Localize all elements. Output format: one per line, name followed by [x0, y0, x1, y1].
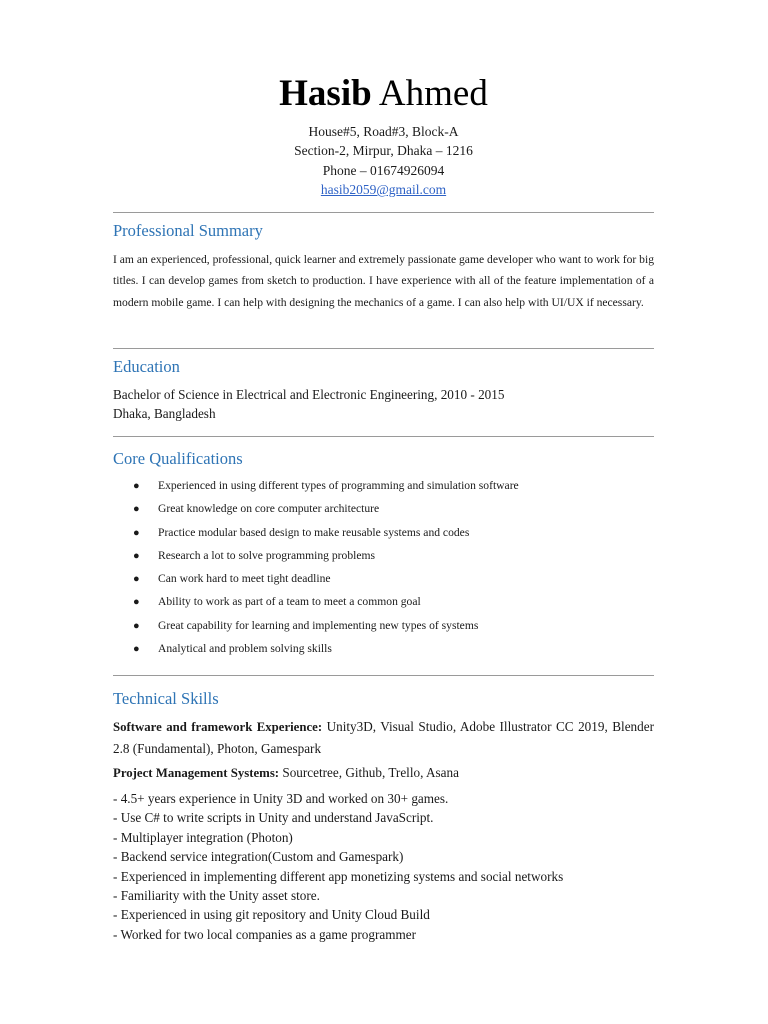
summary-text: I am an experienced, professional, quick learner and extremely passionate game developer who want to work for big titles. I can develop games from sketch to production. I have experience with all of the feature implementation of a modern mobile game. I can help with designing the mechanics of a game. I can also help with UI/UX if necessary. — [113, 253, 654, 309]
pm-value: Sourcetree, Github, Trello, Asana — [279, 765, 459, 780]
phone-number: Phone – 01674926094 — [322, 162, 445, 178]
skill-item: - 4.5+ years experience in Unity 3D and worked on 30+ games. — [113, 791, 449, 806]
candidate-name — [113, 72, 654, 116]
address-line-1: House#5, Road#3, Block-A — [308, 124, 459, 139]
bullet-icon: ● — [133, 619, 140, 632]
last-name: Ahmed — [378, 73, 488, 114]
qualification-text: Research a lot to solve programming problems — [158, 548, 376, 562]
bullet-icon: ● — [133, 480, 140, 492]
qualifications-heading: Core Qualifications — [113, 449, 243, 468]
qualification-text: Practice modular based design to make reusable systems and codes — [158, 525, 470, 539]
pm-skills — [113, 762, 654, 784]
skill-item: - Familiarity with the Unity asset store. — [113, 888, 320, 904]
qualification-text: Can work hard to meet tight deadline — [158, 572, 331, 586]
education-heading: Education — [113, 357, 180, 376]
bullet-icon: ● — [133, 526, 140, 539]
divider — [113, 675, 654, 676]
education-block — [113, 386, 654, 423]
pm-label: Project Management Systems: — [113, 766, 280, 780]
qualification-item — [113, 524, 654, 547]
software-value: Unity3D, Visual Studio, Adobe Illustrator CC 2019, Blender 2.8 (Fundamental), Photon, Gamespark — [113, 719, 654, 756]
summary-heading: Professional Summary — [113, 221, 263, 240]
qualification-item — [113, 547, 654, 570]
qualification-item — [113, 593, 654, 616]
divider — [113, 436, 654, 437]
skill-item: - Backend service integration(Custom and Gamespark) — [113, 849, 404, 865]
qualification-item — [113, 477, 654, 500]
skill-item: - Multiplayer integration (Photon) — [113, 829, 293, 845]
skill-item: - Experienced in using git repository and Unity Cloud Build — [113, 907, 430, 923]
qualification-text: Analytical and problem solving skills — [158, 642, 332, 656]
skills-list — [113, 789, 654, 944]
skill-item: - Use C# to write scripts in Unity and understand JavaScript. — [113, 810, 434, 826]
software-skills — [113, 716, 654, 759]
skills-heading: Technical Skills — [113, 689, 219, 708]
contact-block — [113, 122, 654, 200]
skill-item: - Experienced in implementing different app monetizing systems and social networks — [113, 868, 564, 884]
qualification-text: Great capability for learning and implementing new types of systems — [158, 618, 479, 632]
qualifications-list — [113, 477, 654, 663]
qualification-item — [113, 570, 654, 593]
qualification-text: Experienced in using different types of programming and simulation software — [158, 479, 519, 492]
email-link[interactable]: hasib2059@gmail.com — [320, 182, 447, 198]
education-location: Dhaka, Bangladesh — [113, 405, 216, 421]
skill-item: - Worked for two local companies as a game programmer — [113, 926, 416, 942]
divider — [113, 348, 654, 349]
qualification-item — [113, 617, 654, 640]
qualification-item — [113, 500, 654, 523]
bullet-icon: ● — [133, 503, 140, 516]
qualification-text: Great knowledge on core computer architecture — [158, 502, 380, 516]
qualification-item — [113, 640, 654, 663]
software-label: Software and framework Experience: — [113, 720, 323, 734]
bullet-icon: ● — [133, 596, 140, 609]
bullet-icon: ● — [133, 573, 140, 586]
first-name: Hasib — [279, 73, 372, 114]
bullet-icon: ● — [133, 643, 140, 656]
bullet-icon: ● — [133, 549, 140, 562]
qualification-text: Ability to work as part of a team to meet a common goal — [158, 595, 421, 609]
divider — [113, 212, 654, 213]
degree: Bachelor of Science in Electrical and Electronic Engineering, 2010 - 2015 — [113, 387, 505, 402]
address-line-2: Section-2, Mirpur, Dhaka – 1216 — [294, 143, 473, 159]
